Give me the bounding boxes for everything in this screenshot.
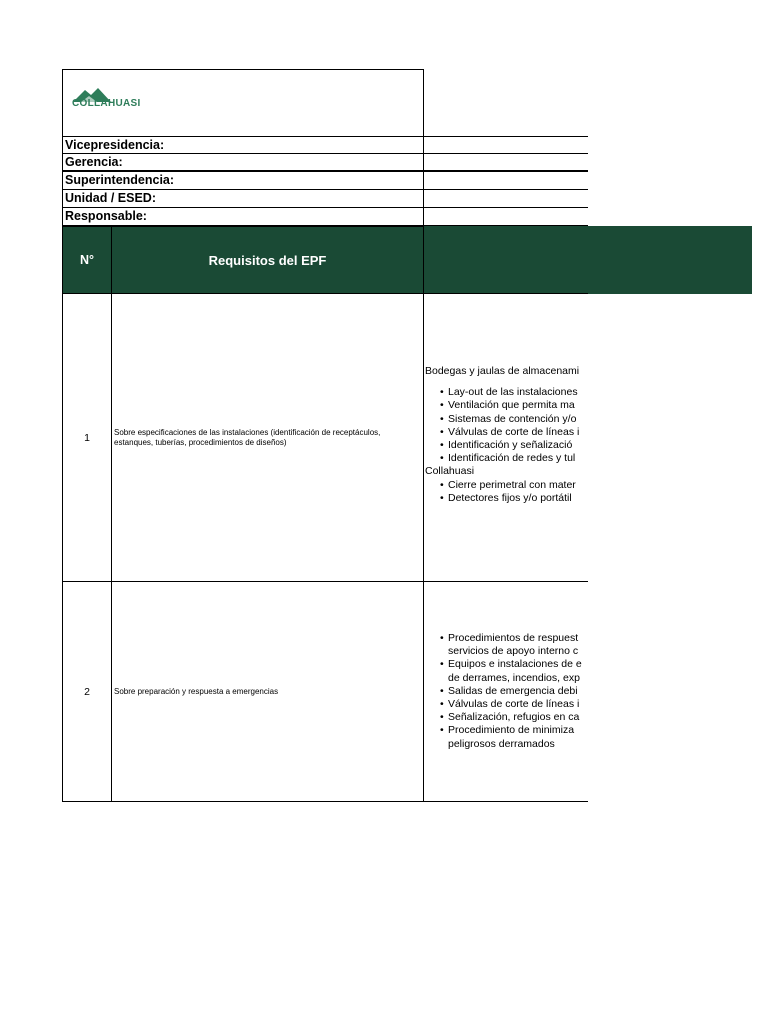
list-item-continuation: peligrosos derramados	[448, 737, 555, 750]
list-item-continuation: servicios de apoyo interno c	[448, 645, 579, 658]
row-1-number: 1	[62, 293, 112, 582]
field-vicepresidencia-value	[423, 136, 588, 154]
field-unidad-value	[423, 189, 588, 208]
list-item: • Lay-out de las instalaciones	[425, 386, 588, 399]
row-1-detail-cell	[423, 293, 588, 582]
list-item: • Cierre perimetral con mater	[425, 479, 588, 492]
row-2-detail-cell	[423, 581, 588, 802]
list-item: • Detectores fijos y/o portátil	[425, 492, 588, 505]
field-gerencia-label: Gerencia:	[62, 153, 424, 171]
row-1-mid: Collahuasi	[425, 465, 475, 478]
row-1-requirement	[111, 293, 424, 582]
row-1-detail	[425, 365, 588, 505]
field-responsable-value	[423, 207, 588, 226]
list-item: • Procedimiento de minimiza	[425, 724, 588, 737]
list-item: • Salidas de emergencia debi	[425, 685, 588, 698]
column-header-requisitos: Requisitos del EPF	[111, 226, 424, 294]
row-2-list	[425, 632, 588, 751]
field-gerencia-value	[423, 153, 588, 171]
list-item-continuation: de derrames, incendios, exp	[448, 671, 580, 684]
row-1-intro: Bodegas y jaulas de almacenami	[425, 365, 580, 377]
list-item: • Procedimientos de respuest	[425, 632, 588, 645]
logo-text: COLLAHUASI	[72, 98, 141, 109]
column-header-num: N°	[62, 226, 112, 294]
list-item: • Ventilación que permita ma	[425, 399, 588, 412]
list-item: • Identificación de redes y tul	[425, 452, 588, 465]
top-right-cell	[423, 69, 424, 137]
list-item: • Válvulas de corte de líneas i	[425, 698, 588, 711]
field-vicepresidencia-label: Vicepresidencia:	[62, 136, 424, 154]
list-item: • Sistemas de contención y/o	[425, 413, 588, 426]
list-item: • Señalización, refugios en ca	[425, 711, 588, 724]
field-responsable-label: Responsable:	[62, 207, 424, 226]
list-item: • Válvulas de corte de líneas i	[425, 426, 588, 439]
row-2-number: 2	[62, 581, 112, 802]
logo-box	[62, 69, 424, 137]
row-2-detail	[425, 632, 588, 751]
row-1-requirement-text: Sobre especificaciones de las instalaciones (identificación de receptáculos, estanques, tuberías, procedimientos de diseños)	[114, 427, 381, 447]
row-1-list-a	[425, 386, 588, 465]
field-superintendencia-value	[423, 171, 588, 190]
row-2-requirement-text: Sobre preparación y respuesta a emergencias	[114, 686, 279, 696]
row-1-list-b	[425, 479, 588, 505]
field-unidad-label: Unidad / ESED:	[62, 189, 424, 208]
field-superintendencia-label: Superintendencia:	[62, 171, 424, 190]
row-2-requirement	[111, 581, 424, 802]
list-item: • Equipos e instalaciones de e	[425, 658, 588, 671]
list-item: • Identificación y señalizació	[425, 439, 588, 452]
